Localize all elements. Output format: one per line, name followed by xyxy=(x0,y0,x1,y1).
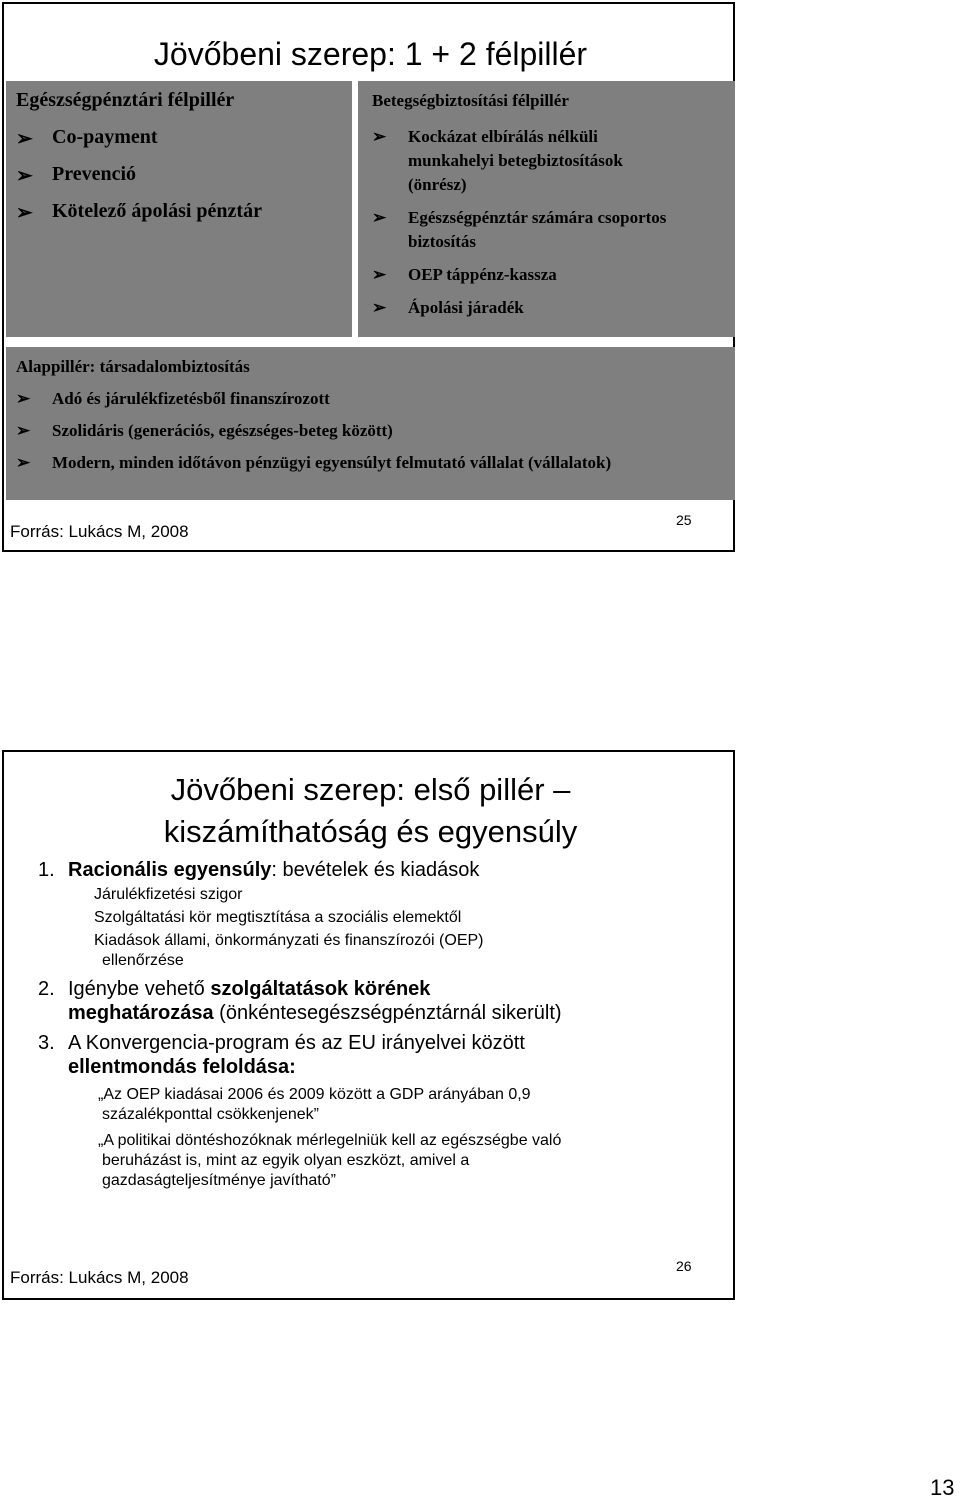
slide-number: 25 xyxy=(676,512,692,528)
arrow-bullet-icon: ➢ xyxy=(16,421,31,440)
page-number: 13 xyxy=(930,1475,955,1500)
arrow-bullet-icon: ➢ xyxy=(372,265,387,284)
list-item: ➢ Modern, minden időtávon pénzügyi egyensúlyt felmutató vállalat (vállalatok) xyxy=(16,453,612,472)
list-item: ➢ Kötelező ápolási pénztár xyxy=(16,200,262,224)
arrow-bullet-icon: ➢ xyxy=(372,127,387,146)
arrow-bullet-icon: ➢ xyxy=(16,389,31,408)
list-item: ➢ Szolidáris (generációs, egészséges-beteg között) xyxy=(16,421,393,440)
slide-25 xyxy=(2,2,735,552)
list-item: ➢ Ápolási járadék xyxy=(358,296,735,320)
slide-body xyxy=(38,856,728,1191)
list-item: ➢ Prevenció xyxy=(16,163,137,187)
arrow-bullet-icon: ➢ xyxy=(16,165,33,187)
list-item: ➢ Egészségpénztár számára csoportos biztosítás xyxy=(372,208,667,251)
panel-betegsegbiztositasi xyxy=(358,81,735,337)
list-item: ➢ Kockázat elbírálás nélküli munkahelyi betegbiztosítások (önrész) xyxy=(372,127,623,194)
numbered-item: 2. Igénybe vehető szolgáltatások körének meghatározása (önkéntesegészségpénztárnál sikerült) xyxy=(38,978,562,1024)
slide-title: Jövőbeni szerep: 1 + 2 félpillér xyxy=(153,36,588,72)
quote-item: „Az OEP kiadásai 2006 és 2009 között a GDP arányában 0,9 százalékponttal csökkenjenek” xyxy=(98,1086,531,1123)
arrow-bullet-icon: ➢ xyxy=(16,128,33,150)
numbered-item: 3. A Konvergencia-program és az EU irányelvei között ellentmondás feloldása: xyxy=(38,1032,525,1078)
panel-header: Egészségpénztári félpillér xyxy=(16,89,235,111)
arrow-bullet-icon: ➢ xyxy=(372,208,387,227)
arrow-bullet-icon: ➢ xyxy=(16,453,31,472)
list-item: ➢ Co-payment xyxy=(16,126,158,150)
panel-header: Alappillér: társadalombiztosítás xyxy=(16,357,250,376)
numbered-item: 1. Racionális egyensúly: bevételek és kiadások xyxy=(38,859,480,881)
arrow-bullet-icon: ➢ xyxy=(16,202,33,224)
list-item: ➢ Adó és járulékfizetésből finanszírozott xyxy=(16,389,330,408)
panel-alappiller xyxy=(6,347,735,500)
sub-item: Kiadások állami, önkormányzati és finanszírozói (OEP) ellenőrzése xyxy=(94,932,484,969)
sub-item: Szolgáltatási kör megtisztítása a szociális elemektől xyxy=(94,909,462,926)
slide-26 xyxy=(2,750,735,1300)
panel-header: Betegségbiztosítási félpillér xyxy=(372,91,569,110)
panel-egeszsegpenztari xyxy=(6,81,352,337)
source-note: Forrás: Lukács M, 2008 xyxy=(10,522,189,541)
slide-title: Jövőbeni szerep: első pillér – kiszámíthatóság és egyensúly xyxy=(163,772,578,849)
source-note: Forrás: Lukács M, 2008 xyxy=(10,1268,189,1287)
list-item: ➢ OEP táppénz-kassza xyxy=(358,263,735,287)
quote-item: „A politikai döntéshozóknak mérlegelniük kell az egészségbe való beruházást is, mint az egyik olyan eszközt, amivel a gazdaságteljesítménye javítható” xyxy=(98,1132,562,1189)
sub-item: Járulékfizetési szigor xyxy=(94,886,243,903)
arrow-bullet-icon: ➢ xyxy=(372,298,387,317)
slide-number: 26 xyxy=(676,1258,692,1274)
